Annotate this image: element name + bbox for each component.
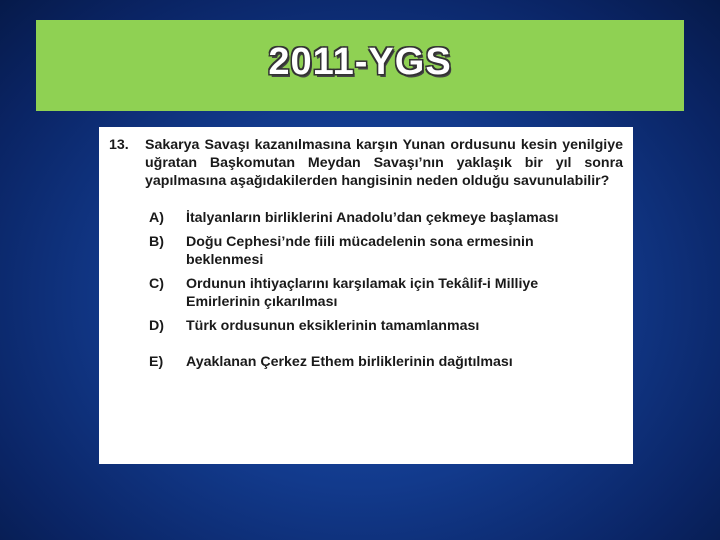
option-letter: C): [149, 276, 164, 292]
option-text: Ordunun ihtiyaçlarını karşılamak için Tekâlif-i Milliye Emirlerinin çıkarılması: [186, 276, 539, 310]
option-letter: D): [149, 318, 164, 334]
option-text: İtalyanların birliklerini Anadolu’dan çekmeye başlaması: [186, 210, 559, 226]
option-letter: A): [149, 210, 164, 226]
question-stem: [109, 136, 623, 190]
question-card: [99, 127, 633, 464]
title-bar: [36, 20, 684, 111]
option-text: Türk ordusunun eksiklerinin tamamlanması: [186, 318, 480, 334]
option-text: Ayaklanan Çerkez Ethem birliklerinin dağıtılması: [186, 354, 513, 370]
option-c[interactable]: [109, 275, 623, 311]
option-d[interactable]: [109, 317, 623, 335]
option-a[interactable]: [109, 209, 623, 227]
option-e[interactable]: [109, 353, 623, 371]
option-b[interactable]: [109, 233, 623, 269]
slide-title: 2011-YGS: [268, 41, 452, 83]
option-letter: B): [149, 234, 164, 250]
option-letter: E): [149, 354, 164, 370]
question-number: 13.: [109, 137, 129, 153]
question-text: Sakarya Savaşı kazanılmasına karşın Yunan ordusunu kesin yenilgiye uğratan Başkomutan Meydan Savaşı’nın yaklaşık bir yıl sonra yapılmasına aşağıdakilerden hangisinin neden olduğu savunulabilir?: [145, 137, 623, 189]
option-text: Doğu Cephesi’nde fiili mücadelenin sona ermesinin beklenmesi: [186, 234, 534, 268]
options-list: [109, 209, 623, 371]
